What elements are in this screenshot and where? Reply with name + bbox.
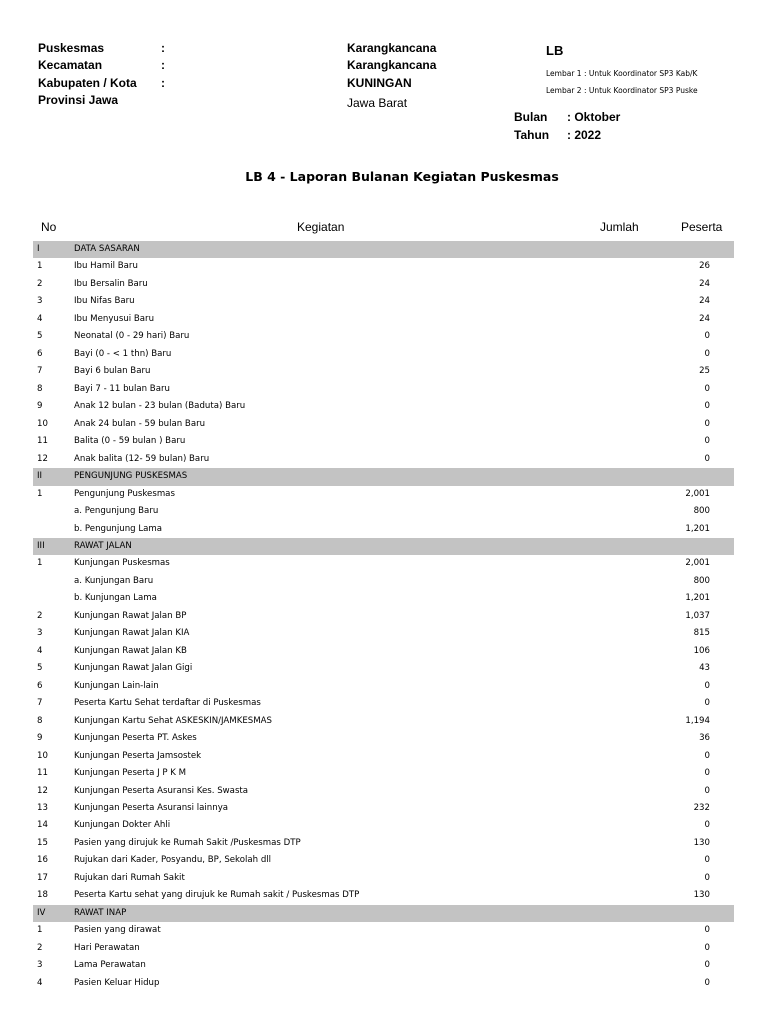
row-peserta: [710, 905, 734, 922]
row-label: Balita (0 - 59 bulan ) Baru: [74, 436, 186, 447]
row-number: 2: [37, 942, 43, 953]
row-peserta: [710, 957, 734, 974]
row-number: 16: [37, 855, 48, 866]
row-number: 3: [37, 960, 43, 971]
row-peserta: [710, 433, 734, 450]
row-peserta: [710, 608, 734, 625]
row-value: 0: [704, 977, 710, 988]
row-label: a. Kunjungan Baru: [74, 575, 154, 586]
row-number: 7: [37, 366, 43, 377]
row-peserta: [710, 887, 734, 904]
row-label: DATA SASARAN: [74, 241, 634, 258]
bulan-label: Bulan: [514, 110, 548, 124]
table-row: [33, 940, 734, 957]
table-row: [33, 852, 734, 869]
table-row: [33, 817, 734, 834]
row-value: 0: [704, 436, 710, 447]
column-header-kegiatan: Kegiatan: [297, 220, 345, 234]
row-peserta: [710, 416, 734, 433]
row-value: 1,037: [685, 610, 710, 621]
row-value: 232: [693, 803, 710, 813]
row-label: Ibu Menyusui Baru: [74, 313, 155, 324]
table-row: [33, 276, 734, 293]
row-value: 0: [704, 331, 710, 342]
row-number: 8: [37, 383, 43, 394]
row-peserta: [710, 783, 734, 800]
row-label: Kunjungan Peserta PT. Askes: [74, 733, 197, 744]
row-number: 1: [37, 925, 43, 936]
row-label: Kunjungan Dokter Ahli: [74, 820, 171, 831]
column-header-no: No: [41, 220, 57, 234]
section-row: [33, 538, 734, 555]
table-row: [33, 608, 734, 625]
row-peserta: [710, 293, 734, 310]
row-value: 800: [693, 575, 710, 586]
row-value: [634, 241, 710, 258]
table-row: [33, 363, 734, 380]
row-label: Pengunjung Puskesmas: [74, 488, 175, 499]
row-number: 8: [37, 715, 43, 726]
row-peserta: [710, 625, 734, 642]
row-label: Rujukan dari Rumah Sakit: [74, 872, 185, 883]
row-label: Kunjungan Rawat Jalan KB: [74, 645, 187, 656]
row-peserta: [710, 817, 734, 834]
table-row: [33, 416, 734, 433]
row-peserta: [710, 346, 734, 363]
row-label: Pasien yang dirawat: [74, 925, 161, 936]
row-peserta: [710, 381, 734, 398]
row-number: IV: [33, 905, 74, 922]
row-label: Bayi 6 bulan Baru: [74, 366, 151, 377]
row-number: 11: [37, 768, 48, 779]
row-peserta: [710, 643, 734, 660]
row-label: Kunjungan Rawat Jalan BP: [74, 610, 187, 621]
row-label: Ibu Hamil Baru: [74, 261, 138, 272]
row-peserta: [710, 503, 734, 520]
row-value: 2,001: [685, 558, 710, 569]
row-number: 3: [37, 296, 43, 307]
row-value: 0: [704, 942, 710, 953]
table-row: [33, 887, 734, 904]
value-provinsi: Jawa Barat: [347, 96, 408, 107]
row-number: 9: [37, 733, 43, 744]
row-number: I: [33, 241, 74, 258]
kegiatan-table-body: [33, 241, 734, 992]
column-header-jumlah: Jumlah: [600, 220, 639, 234]
tahun-label: Tahun: [514, 128, 550, 142]
row-label: Anak 24 bulan - 59 bulan Baru: [74, 418, 206, 429]
table-row: [33, 783, 734, 800]
table-row: [33, 748, 734, 765]
row-label: Kunjungan Peserta Asuransi Kes. Swasta: [74, 785, 249, 796]
row-label: RAWAT JALAN: [74, 538, 634, 555]
row-peserta: [710, 363, 734, 380]
value-kabupaten: KUNINGAN: [347, 76, 412, 90]
row-number: 1: [37, 558, 43, 569]
column-header-peserta: Peserta: [681, 220, 723, 234]
row-value: 1,201: [685, 523, 710, 534]
row-value: 815: [693, 628, 710, 639]
table-row: [33, 398, 734, 415]
row-value: [634, 905, 710, 922]
table-row: [33, 573, 734, 590]
table-row: [33, 381, 734, 398]
table-row: [33, 328, 734, 345]
row-label: Anak balita (12- 59 bulan) Baru: [74, 453, 210, 464]
row-peserta: [710, 241, 734, 258]
kegiatan-table: [33, 241, 734, 992]
row-label: Kunjungan Peserta J P K M: [74, 768, 187, 779]
row-peserta: [710, 590, 734, 607]
label-kabupaten: Kabupaten / Kota: [38, 76, 137, 90]
row-number: [33, 521, 74, 538]
value-puskesmas: Karangkancana: [347, 41, 437, 55]
row-label: PENGUNJUNG PUSKESMAS: [74, 468, 634, 485]
row-value: 130: [693, 837, 710, 848]
table-row: [33, 800, 734, 817]
colon-puskesmas: :: [161, 41, 165, 55]
row-number: 5: [37, 663, 43, 674]
row-peserta: [710, 975, 734, 992]
row-value: 25: [699, 366, 710, 377]
row-label: Hari Perawatan: [74, 942, 140, 953]
colon-kecamatan: :: [161, 58, 165, 72]
table-row: [33, 486, 734, 503]
bulan-value: : Oktober: [567, 110, 621, 124]
row-peserta: [710, 521, 734, 538]
row-label: Kunjungan Rawat Jalan KIA: [74, 628, 190, 639]
row-label: Kunjungan Puskesmas: [74, 558, 170, 569]
table-row: [33, 870, 734, 887]
label-puskesmas: Puskesmas: [38, 41, 105, 55]
row-label: Kunjungan Lain-lain: [74, 680, 159, 691]
row-peserta: [710, 730, 734, 747]
row-peserta: [710, 555, 734, 572]
row-value: 0: [704, 698, 710, 709]
lembar-1: Lembar 1 : Untuk Koordinator SP3 Kab/K: [546, 69, 698, 78]
row-number: 17: [37, 872, 48, 883]
row-peserta: [710, 311, 734, 328]
row-value: 1,201: [685, 593, 710, 604]
table-row: [33, 433, 734, 450]
row-value: 0: [704, 960, 710, 971]
row-label: Peserta Kartu sehat yang dirujuk ke Rumah sakit / Puskesmas DTP: [74, 890, 360, 901]
table-row: [33, 957, 734, 974]
row-number: 2: [37, 610, 43, 621]
row-value: 0: [704, 750, 710, 761]
row-peserta: [710, 870, 734, 887]
table-row: [33, 555, 734, 572]
row-label: a. Pengunjung Baru: [74, 506, 159, 517]
row-value: 0: [704, 872, 710, 883]
table-row: [33, 643, 734, 660]
table-row: [33, 625, 734, 642]
row-number: 3: [37, 628, 43, 639]
row-number: 4: [37, 977, 43, 988]
row-label: Kunjungan Kartu Sehat ASKESKIN/JAMKESMAS: [74, 715, 272, 726]
lembar-2: Lembar 2 : Untuk Koordinator SP3 Puske: [546, 86, 698, 95]
row-number: 6: [37, 680, 43, 691]
table-row: [33, 660, 734, 677]
row-label: Neonatal (0 - 29 hari) Baru: [74, 331, 190, 342]
row-peserta: [710, 276, 734, 293]
row-label: Ibu Nifas Baru: [74, 296, 135, 307]
row-peserta: [710, 678, 734, 695]
row-value: 106: [693, 645, 710, 656]
row-number: [33, 503, 74, 520]
row-number: 18: [37, 890, 48, 901]
row-value: 130: [693, 890, 710, 901]
row-label: b. Pengunjung Lama: [74, 523, 163, 534]
row-value: 36: [699, 733, 710, 744]
row-peserta: [710, 451, 734, 468]
row-label: Lama Perawatan: [74, 960, 146, 971]
row-label: Kunjungan Peserta Jamsostek: [74, 750, 202, 761]
row-number: II: [33, 468, 74, 485]
row-number: [33, 573, 74, 590]
row-peserta: [710, 713, 734, 730]
row-peserta: [710, 398, 734, 415]
table-row: [33, 258, 734, 275]
row-number: 4: [37, 313, 43, 324]
row-label: b. Kunjungan Lama: [74, 593, 157, 604]
row-number: 15: [37, 837, 48, 848]
row-peserta: [710, 800, 734, 817]
row-value: [634, 468, 710, 485]
value-kecamatan: Karangkancana: [347, 58, 437, 72]
row-number: 5: [37, 331, 43, 342]
table-row: [33, 835, 734, 852]
row-label: Bayi (0 - < 1 thn) Baru: [74, 348, 172, 359]
row-value: 0: [704, 785, 710, 796]
row-peserta: [710, 852, 734, 869]
table-row: [33, 590, 734, 607]
row-value: 0: [704, 348, 710, 359]
row-number: III: [33, 538, 74, 555]
row-value: 24: [699, 278, 710, 289]
row-value: 0: [704, 680, 710, 691]
report-title: LB 4 - Laporan Bulanan Kegiatan Puskesmas: [245, 169, 559, 184]
row-label: Peserta Kartu Sehat terdaftar di Puskesmas: [74, 698, 261, 709]
row-label: Kunjungan Peserta Asuransi lainnya: [74, 803, 229, 813]
row-peserta: [710, 765, 734, 782]
row-peserta: [710, 538, 734, 555]
table-row: [33, 346, 734, 363]
row-number: 9: [37, 401, 43, 412]
row-number: 7: [37, 698, 43, 709]
row-label: Pasien Keluar Hidup: [74, 977, 160, 988]
row-peserta: [710, 695, 734, 712]
label-provinsi: Provinsi Jawa: [38, 93, 119, 105]
form-code: LB: [546, 43, 564, 58]
row-value: 0: [704, 383, 710, 394]
row-value: 43: [699, 663, 710, 674]
row-peserta: [710, 328, 734, 345]
row-number: 1: [37, 261, 43, 272]
row-label: RAWAT INAP: [74, 905, 634, 922]
row-label: Anak 12 bulan - 23 bulan (Baduta) Baru: [74, 401, 246, 412]
row-value: 0: [704, 855, 710, 866]
row-number: 10: [37, 418, 48, 429]
row-value: 0: [704, 768, 710, 779]
section-row: [33, 468, 734, 485]
row-label: Pasien yang dirujuk ke Rumah Sakit /Puskesmas DTP: [74, 837, 301, 848]
row-value: 24: [699, 313, 710, 324]
table-row: [33, 311, 734, 328]
table-row: [33, 730, 734, 747]
row-label: Ibu Bersalin Baru: [74, 278, 148, 289]
row-peserta: [710, 258, 734, 275]
table-row: [33, 678, 734, 695]
row-number: 12: [37, 785, 48, 796]
row-value: 0: [704, 820, 710, 831]
row-peserta: [710, 835, 734, 852]
row-value: 26: [699, 261, 710, 272]
table-row: [33, 975, 734, 992]
row-value: 0: [704, 453, 710, 464]
row-peserta: [710, 748, 734, 765]
row-number: 1: [37, 488, 43, 499]
row-value: 0: [704, 925, 710, 936]
table-row: [33, 765, 734, 782]
row-peserta: [710, 573, 734, 590]
row-peserta: [710, 468, 734, 485]
row-peserta: [710, 486, 734, 503]
table-row: [33, 922, 734, 939]
row-number: 4: [37, 645, 43, 656]
row-number: [33, 590, 74, 607]
table-row: [33, 293, 734, 310]
colon-kabupaten: :: [161, 76, 165, 90]
row-label: Rujukan dari Kader, Posyandu, BP, Sekolah dll: [74, 855, 272, 866]
row-number: 11: [37, 436, 48, 447]
row-label: Bayi 7 - 11 bulan Baru: [74, 383, 170, 394]
row-number: 6: [37, 348, 43, 359]
row-number: 12: [37, 453, 48, 464]
row-value: 0: [704, 401, 710, 412]
label-kecamatan: Kecamatan: [38, 58, 103, 72]
table-row: [33, 713, 734, 730]
table-row: [33, 503, 734, 520]
section-row: [33, 905, 734, 922]
tahun-value: : 2022: [567, 128, 602, 142]
row-peserta: [710, 922, 734, 939]
row-value: 2,001: [685, 488, 710, 499]
row-number: 14: [37, 820, 48, 831]
table-row: [33, 451, 734, 468]
row-value: 0: [704, 418, 710, 429]
row-value: 1,194: [685, 715, 710, 726]
table-row: [33, 695, 734, 712]
row-value: 800: [693, 506, 710, 517]
row-value: 24: [699, 296, 710, 307]
row-number: 10: [37, 750, 48, 761]
section-row: [33, 241, 734, 258]
row-peserta: [710, 940, 734, 957]
table-row: [33, 521, 734, 538]
row-number: 13: [37, 803, 48, 813]
row-label: Kunjungan Rawat Jalan Gigi: [74, 663, 193, 674]
row-value: [634, 538, 710, 555]
row-number: 2: [37, 278, 43, 289]
row-peserta: [710, 660, 734, 677]
